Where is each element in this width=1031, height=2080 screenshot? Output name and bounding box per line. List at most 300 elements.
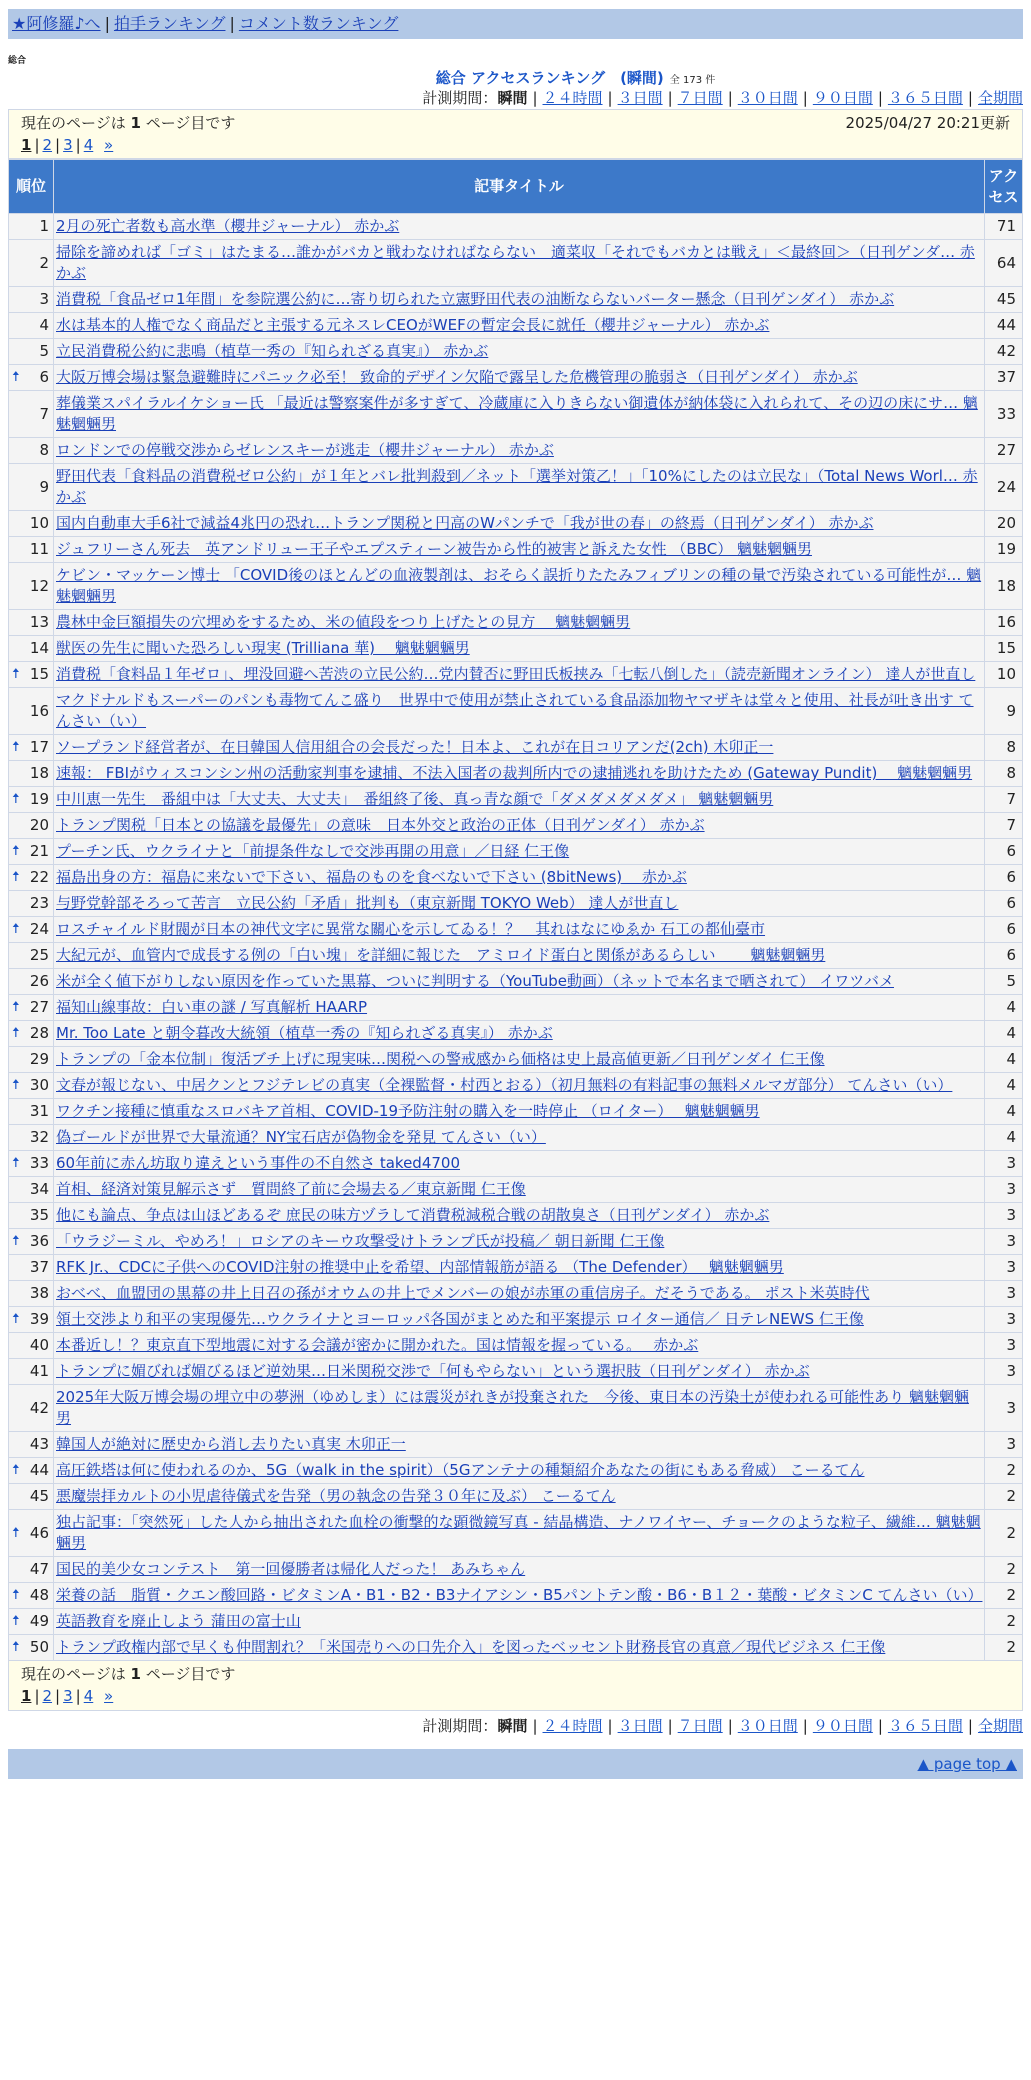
rank-number: 13 [29, 613, 49, 631]
title-cell [54, 511, 985, 537]
pagination: 1 | 2 | 3 | 4 » [21, 136, 114, 154]
rank-up-arrow-icon: 🠅 [12, 1587, 20, 1603]
table-row [9, 563, 1023, 610]
article-title-link[interactable]: 「ウラジーミル、やめろ！」ロシアのキーウ攻撃受けトランプ氏が投稿／ 朝日新聞 仁王像 [56, 1232, 665, 1250]
table-row [9, 995, 1023, 1021]
title-cell [54, 1458, 985, 1484]
title-cell [54, 1484, 985, 1510]
article-title-link[interactable]: 葬儀業スパイラルイケショー氏 「最近は警察案件が多すぎて、冷蔵庫に入りきらない御遺体が納体袋に入れられて、その辺の床にサ… 魑魅魍魎男 [56, 394, 978, 433]
title-cell [54, 287, 985, 313]
title-cell [54, 1177, 985, 1203]
article-title-link[interactable]: 中川恵一先生 番組中は「大丈夫、大丈夫」 番組終了後、真っ青な顔で「ダメダメダメダメ」 魑魅魍魎男 [56, 790, 774, 808]
rank-number: 43 [29, 1435, 49, 1453]
column-header-access: アクセス [985, 160, 1023, 214]
pager-current-text: 現在のページは 1 ページ目です [21, 114, 236, 132]
access-count: 8 [985, 761, 1023, 787]
article-title-link[interactable]: ソープランド経営者が、在日韓国人信用組合の会長だった！日本よ、これが在日コリアンだ(2ch) 木卯正一 [56, 738, 774, 756]
rank-cell [9, 1229, 54, 1255]
rank-cell [9, 1047, 54, 1073]
title-cell [54, 735, 985, 761]
rank-cell [9, 662, 54, 688]
rank-cell [9, 636, 54, 662]
access-count: 64 [985, 240, 1023, 287]
rank-number: 16 [29, 701, 49, 720]
table-row [9, 365, 1023, 391]
rank-up-arrow-icon: 🠅 [12, 1462, 20, 1478]
title-cell [54, 636, 985, 662]
rank-cell [9, 1359, 54, 1385]
page-link-4[interactable]: 4 [83, 136, 94, 154]
title-cell [54, 1281, 985, 1307]
rank-number: 30 [29, 1076, 49, 1094]
title-cell [54, 1333, 985, 1359]
access-count: 37 [985, 365, 1023, 391]
article-title-link[interactable]: 福島出身の方：福島に来ないで下さい、福島のものを食べないで下さい (8bitNews) 赤かぶ [56, 868, 687, 886]
title-cell [54, 1609, 985, 1635]
table-row [9, 1635, 1023, 1661]
period-link-3d[interactable]: ３日間 [617, 1717, 663, 1735]
access-count: 2 [985, 1583, 1023, 1609]
article-title-link[interactable]: 国民的美少女コンテスト 第一回優勝者は帰化人だった！ あみちゃん [56, 1560, 526, 1578]
article-title-link[interactable]: 独占記事：「突然死」した人から抽出された血栓の衝撃的な顕微鏡写真 - 結晶構造、ナノワイヤー、チョークのような粒子、繊維… 魑魅魍魎男 [56, 1513, 981, 1552]
article-title-link[interactable]: RFK Jr.、CDCに子供へのCOVID注射の推奨中止を希望、内部情報筋が語る （The Defender） 魑魅魍魎男 [56, 1258, 784, 1276]
rank-up-arrow-icon: 🠅 [12, 791, 20, 807]
table-row [9, 511, 1023, 537]
pager-current-text: 現在のページは 1 ページ目です [21, 1665, 236, 1683]
rank-number: 6 [39, 368, 49, 386]
article-title-link[interactable]: 農林中金巨額損失の穴埋めをするため、米の値段をつり上げたとの見方 魑魅魍魎男 [56, 613, 631, 631]
access-count: 6 [985, 943, 1023, 969]
pager-bottom [8, 1661, 1023, 1711]
article-title-link[interactable]: ロスチャイルド財閥が日本の神代文字に異常な關心を示してゐる！？ 其れはなにゆゑか 石工の都仙臺市 [56, 920, 766, 938]
title-cell [54, 1385, 985, 1432]
period-link-24h[interactable]: ２４時間 [542, 89, 603, 107]
access-count: 33 [985, 391, 1023, 438]
rank-cell [9, 688, 54, 735]
title-cell [54, 917, 985, 943]
access-count: 3 [985, 1432, 1023, 1458]
rank-number: 28 [29, 1024, 49, 1042]
rank-cell [9, 1021, 54, 1047]
period-selector: 計測期間：瞬間 | ２４時間 | ３日間 | ７日間 | ３０日間 | ９０日間 | ３６５日間 | 全期間 [422, 89, 1023, 107]
access-count: 7 [985, 813, 1023, 839]
access-count: 5 [985, 969, 1023, 995]
rank-number: 5 [39, 342, 49, 360]
article-title-link[interactable]: 本番近し！？東京直下型地震に対する会議が密かに開かれた。国は情報を握っている。 赤かぶ [56, 1336, 699, 1354]
article-title-link[interactable]: 掃除を諦めれば「ゴミ」はたまる…誰かがバカと戦わなければならない 適菜収「それでもバカとは戦え」＜最終回＞（日刊ゲンダ… 赤かぶ [56, 243, 975, 282]
article-title-link[interactable]: ロンドンでの停戦交渉からゼレンスキーが逃走（櫻井ジャーナル） 赤かぶ [56, 441, 554, 459]
page-next-link[interactable]: » [104, 1687, 114, 1705]
article-title-link[interactable]: 高圧鉄塔は何に使われるのか、5G（walk in the spirit）（5Gアンテナの種類紹介あなたの街にもある脅威） こーるてん [56, 1461, 865, 1479]
table-row [9, 313, 1023, 339]
access-count: 6 [985, 917, 1023, 943]
period-link-30d[interactable]: ３０日間 [737, 89, 798, 107]
rank-number: 10 [29, 514, 49, 532]
article-title-link[interactable]: 他にも論点、争点は山ほどあるぞ 庶民の味方ヅラして消費税減税合戦の胡散臭さ（日刊ゲンダイ） 赤かぶ [56, 1206, 770, 1224]
table-row [9, 339, 1023, 365]
rank-up-arrow-icon: 🠅 [12, 1155, 20, 1171]
rank-up-arrow-icon: 🠅 [12, 369, 20, 385]
rank-number: 26 [29, 972, 49, 990]
table-row [9, 943, 1023, 969]
access-count: 24 [985, 464, 1023, 511]
period-link-365d[interactable]: ３６５日間 [887, 89, 963, 107]
access-count: 18 [985, 563, 1023, 610]
rank-cell [9, 943, 54, 969]
table-row [9, 1021, 1023, 1047]
rank-up-arrow-icon: 🠅 [12, 999, 20, 1015]
table-row [9, 1177, 1023, 1203]
rank-cell [9, 1635, 54, 1661]
access-count: 3 [985, 1307, 1023, 1333]
rank-cell [9, 1458, 54, 1484]
rank-cell [9, 839, 54, 865]
title-cell [54, 214, 985, 240]
table-row [9, 636, 1023, 662]
rank-number: 1 [39, 217, 49, 235]
article-title-link[interactable]: 英語教育を廃止しよう 蒲田の富士山 [56, 1612, 301, 1630]
period-link-7d[interactable]: ７日間 [677, 89, 723, 107]
rank-cell [9, 1609, 54, 1635]
access-count: 2 [985, 1557, 1023, 1583]
table-row [9, 1333, 1023, 1359]
access-count: 7 [985, 787, 1023, 813]
period-link-all[interactable]: 全期間 [977, 89, 1023, 107]
table-row [9, 1281, 1023, 1307]
rank-cell [9, 1432, 54, 1458]
article-title-link[interactable]: トランプの「金本位制」復活ブチ上げに現実味…関税への警戒感から価格は史上最高値更新／日刊ゲンダイ 仁王像 [56, 1050, 825, 1068]
title-cell [54, 943, 985, 969]
title-cell [54, 1255, 985, 1281]
rank-number: 14 [29, 639, 49, 657]
title-cell [54, 688, 985, 735]
rank-up-arrow-icon: 🠅 [12, 1524, 20, 1541]
table-row [9, 662, 1023, 688]
title-cell [54, 761, 985, 787]
rank-number: 39 [29, 1310, 49, 1328]
period-current: 瞬間 [497, 89, 528, 107]
access-count: 10 [985, 662, 1023, 688]
period-link-90d[interactable]: ９０日間 [812, 1717, 873, 1735]
article-title-link[interactable]: 2月の死亡者数も高水準（櫻井ジャーナル） 赤かぶ [56, 217, 400, 235]
article-title-link[interactable]: 野田代表「食料品の消費税ゼロ公約」が１年とバレ批判殺到／ネット「選挙対策乙！」「10%にしたのは立民な」（Total News Worl… 赤かぶ [56, 467, 978, 506]
rank-cell [9, 1510, 54, 1557]
rank-number: 2 [39, 253, 49, 272]
rank-number: 24 [29, 920, 49, 938]
rank-cell [9, 1125, 54, 1151]
pagination: 1 | 2 | 3 | 4 » [21, 1687, 114, 1705]
title-cell [54, 1583, 985, 1609]
rank-number: 29 [29, 1050, 49, 1068]
table-row [9, 969, 1023, 995]
article-title-link[interactable]: 偽ゴールドが世界で大量流通？NY宝石店が偽物金を発見 てんさい（い） [56, 1128, 546, 1146]
rank-up-arrow-icon: 🠅 [12, 1233, 20, 1249]
page-current: 1 [21, 136, 32, 154]
rank-cell [9, 969, 54, 995]
rank-cell [9, 1307, 54, 1333]
title-cell [54, 610, 985, 636]
period-link-24h[interactable]: ２４時間 [542, 1717, 603, 1735]
title-cell [54, 438, 985, 464]
title-cell [54, 391, 985, 438]
access-count: 3 [985, 1177, 1023, 1203]
ranking-table [8, 159, 1023, 1661]
table-row [9, 240, 1023, 287]
updated-timestamp: 2025/04/27 20:21更新 [845, 114, 1010, 132]
table-row [9, 865, 1023, 891]
separator: | [104, 14, 110, 33]
rank-cell [9, 313, 54, 339]
access-count: 44 [985, 313, 1023, 339]
article-title-link[interactable]: トランプに媚びれば媚びるほど逆効果…日米関税交渉で「何もやらない」という選択肢（日刊ゲンダイ） 赤かぶ [56, 1362, 810, 1380]
access-count: 4 [985, 1047, 1023, 1073]
table-row [9, 1099, 1023, 1125]
top-link-applause-ranking[interactable]: 拍手ランキング [113, 14, 226, 33]
access-count: 6 [985, 865, 1023, 891]
article-title-link[interactable]: プーチン氏、ウクライナと「前提条件なしで交渉再開の用意」／日経 仁王像 [56, 842, 570, 860]
table-row [9, 287, 1023, 313]
page-top-link[interactable]: ▲ page top ▲ [917, 1755, 1017, 1773]
rank-number: 34 [29, 1180, 49, 1198]
rank-cell [9, 610, 54, 636]
period-link-90d[interactable]: ９０日間 [812, 89, 873, 107]
rank-cell [9, 1583, 54, 1609]
article-title-link[interactable]: ケビン・マッケーン博士 「COVID後のほとんどの血液製剤は、おそらく誤折りたたみフィブリンの種の量で汚染されている可能性が… 魑魅魍魎男 [56, 566, 982, 605]
rank-number: 48 [29, 1586, 49, 1604]
title-cell [54, 1047, 985, 1073]
access-count: 2 [985, 1635, 1023, 1661]
rank-up-arrow-icon: 🠅 [12, 666, 20, 682]
title-cell [54, 865, 985, 891]
rank-up-arrow-icon: 🠅 [12, 739, 20, 755]
access-count: 3 [985, 1359, 1023, 1385]
access-count: 4 [985, 1125, 1023, 1151]
access-count: 71 [985, 214, 1023, 240]
rank-number: 32 [29, 1128, 49, 1146]
table-row [9, 1557, 1023, 1583]
article-title-link[interactable]: トランプ政権内部で早くも仲間割れ？「米国売りへの口先介入」を図ったベッセント財務長官の真意／現代ビジネス 仁王像 [56, 1638, 886, 1656]
rank-cell [9, 1484, 54, 1510]
article-title-link[interactable]: 大紀元が、血管内で成長する例の「白い塊」を詳細に報じた アミロイド蛋白と関係があるらしい 魑魅魍魎男 [56, 946, 826, 964]
title-cell [54, 313, 985, 339]
title-cell [54, 1073, 985, 1099]
access-count: 15 [985, 636, 1023, 662]
article-title-link[interactable]: 消費税「食料品１年ゼロ」、埋没回避へ苦渋の立民公約…党内賛否に野田氏板挟み「七転八倒した」（読売新聞オンライン） 達人が世直し [56, 665, 976, 683]
rank-number: 44 [29, 1461, 49, 1479]
page-link-2[interactable]: 2 [42, 136, 53, 154]
rank-cell [9, 1203, 54, 1229]
rank-number: 9 [39, 477, 49, 496]
separator: | [229, 14, 235, 33]
rank-cell [9, 917, 54, 943]
rank-number: 15 [29, 665, 49, 683]
table-row [9, 464, 1023, 511]
access-count: 2 [985, 1458, 1023, 1484]
article-title-link[interactable]: 韓国人が絶対に歴史から消し去りたい真実 木卯正一 [56, 1435, 406, 1453]
rank-cell [9, 287, 54, 313]
rank-cell [9, 995, 54, 1021]
item-count: 全 173 件 [669, 75, 716, 86]
rank-cell [9, 735, 54, 761]
table-row [9, 1510, 1023, 1557]
rank-cell [9, 1177, 54, 1203]
rank-number: 33 [29, 1154, 49, 1172]
table-row [9, 391, 1023, 438]
access-count: 4 [985, 1099, 1023, 1125]
rank-number: 38 [29, 1284, 49, 1302]
period-selector-bottom: 計測期間：瞬間 | ２４時間 | ３日間 | ７日間 | ３０日間 | ９０日間 | ３６５日間 | 全期間 [422, 1717, 1023, 1735]
article-title-link[interactable]: マクドナルドもスーパーのパンも毒物てんこ盛り 世界中で使用が禁止されている食品添加物ヤマザキは堂々と使用、社長が吐き出す てんさい（い） [56, 691, 974, 730]
pager-top [8, 109, 1023, 159]
rank-cell [9, 511, 54, 537]
title-cell [54, 240, 985, 287]
table-row [9, 787, 1023, 813]
rank-number: 25 [29, 946, 49, 964]
rank-number: 47 [29, 1560, 49, 1578]
title-cell [54, 1125, 985, 1151]
rank-up-arrow-icon: 🠅 [12, 843, 20, 859]
table-row [9, 1229, 1023, 1255]
rank-cell [9, 1281, 54, 1307]
title-cell [54, 365, 985, 391]
table-row [9, 537, 1023, 563]
rank-cell [9, 537, 54, 563]
access-count: 3 [985, 1281, 1023, 1307]
title-cell [54, 1151, 985, 1177]
article-title-link[interactable]: 速報： FBIがウィスコンシン州の活動家判事を逮捕、不法入国者の裁判所内での逮捕逃れを助けたため (Gateway Pundit) 魑魅魍魎男 [56, 764, 973, 782]
top-link-asyura[interactable]: ★阿修羅♪へ [12, 14, 101, 33]
rank-up-arrow-icon: 🠅 [12, 1613, 20, 1629]
page-link-3[interactable]: 3 [63, 1687, 73, 1705]
article-title-link[interactable]: 米が全く値下がりしない原因を作っていた黒幕、ついに判明する（YouTube動画）（ネットで本名まで晒されて） イワツバメ [56, 972, 894, 990]
article-title-link[interactable]: おべべ、血盟団の黒幕の井上日召の孫がオウムの井上でメンバーの娘が赤軍の重信房子。だそうである。 ポスト米英時代 [56, 1284, 870, 1302]
rank-number: 40 [29, 1336, 49, 1354]
bottom-bar [8, 1749, 1023, 1779]
title-cell [54, 813, 985, 839]
access-count: 20 [985, 511, 1023, 537]
title-cell [54, 839, 985, 865]
top-link-comment-ranking[interactable]: コメント数ランキング [238, 14, 399, 33]
period-link-all[interactable]: 全期間 [977, 1717, 1023, 1735]
table-row [9, 1151, 1023, 1177]
access-count: 9 [985, 688, 1023, 735]
table-row [9, 1484, 1023, 1510]
page-link-3[interactable]: 3 [63, 136, 73, 154]
rank-number: 36 [29, 1232, 49, 1250]
article-title-link[interactable]: 水は基本的人権でなく商品だと主張する元ネスレCEOがWEFの暫定会長に就任（櫻井ジャーナル） 赤かぶ [56, 316, 770, 334]
title-cell [54, 787, 985, 813]
rank-number: 21 [29, 842, 49, 860]
rank-cell [9, 339, 54, 365]
rank-up-arrow-icon: 🠅 [12, 921, 20, 937]
rank-up-arrow-icon: 🠅 [12, 1025, 20, 1041]
article-title-link[interactable]: 栄養の話 脂質・クエン酸回路・ビタミンA・B1・B2・B3ナイアシン・B5パントテン酸・B6・B１２・葉酸・ビタミンC てんさい（い） [56, 1586, 983, 1604]
period-link-365d[interactable]: ３６５日間 [887, 1717, 963, 1735]
rank-cell [9, 1333, 54, 1359]
rank-cell [9, 1557, 54, 1583]
rank-cell [9, 813, 54, 839]
access-count: 27 [985, 438, 1023, 464]
rank-number: 19 [29, 790, 49, 808]
rank-cell [9, 865, 54, 891]
article-title-link[interactable]: 福知山線事故：白い車の謎 / 写真解析 HAARP [56, 998, 368, 1016]
access-count: 42 [985, 339, 1023, 365]
page-link-2[interactable]: 2 [42, 1687, 53, 1705]
title-cell [54, 1432, 985, 1458]
top-nav-bar [8, 9, 1023, 39]
page-link-4[interactable]: 4 [83, 1687, 94, 1705]
table-row [9, 891, 1023, 917]
access-count: 2 [985, 1484, 1023, 1510]
article-title-link[interactable]: 2025年大阪万博会場の埋立中の夢洲（ゆめしま）には震災がれきが投棄された 今後、東日本の汚染土が使われる可能性あり 魑魅魍魎男 [56, 1388, 969, 1427]
article-title-link[interactable]: 与野党幹部そろって苦言 立民公約「矛盾」批判も（東京新聞 TOKYO Web） 達人が世直し [56, 894, 679, 912]
table-row [9, 917, 1023, 943]
article-title-link[interactable]: 領土交渉より和平の実現優先…ウクライナとヨーロッパ各国がまとめた和平案提示 ロイター通信／ 日テレNEWS 仁王像 [56, 1310, 864, 1328]
access-count: 3 [985, 1255, 1023, 1281]
title-cell [54, 537, 985, 563]
access-count: 4 [985, 995, 1023, 1021]
article-title-link[interactable]: 国内自動車大手6社で減益4兆円の恐れ…トランプ関税と円高のWパンチで「我が世の春」の終焉（日刊ゲンダイ） 赤かぶ [56, 514, 874, 532]
table-row [9, 214, 1023, 240]
article-title-link[interactable]: 文春が報じない、中居クンとフジテレビの真実（全裸監督・村西とおる）（初月無料の有料記事の無料メルマガ部分） てんさい（い） [56, 1076, 953, 1094]
rank-number: 11 [29, 540, 49, 558]
rank-cell [9, 365, 54, 391]
title-cell [54, 1229, 985, 1255]
article-title-link[interactable]: 悪魔崇拝カルトの小児虐待儀式を告発（男の執念の告発３０年に及ぶ） こーるてん [56, 1487, 616, 1505]
access-count: 16 [985, 610, 1023, 636]
rank-number: 22 [29, 868, 49, 886]
period-link-30d[interactable]: ３０日間 [737, 1717, 798, 1735]
rank-number: 45 [29, 1487, 49, 1505]
article-title-link[interactable]: Mr. Too Late と朝令暮改大統領（植草一秀の『知られざる真実』） 赤かぶ [56, 1024, 553, 1042]
title-cell [54, 1021, 985, 1047]
table-row [9, 610, 1023, 636]
rank-up-arrow-icon: 🠅 [12, 1639, 20, 1655]
access-count: 8 [985, 735, 1023, 761]
article-title-link[interactable]: ワクチン接種に慎重なスロバキア首相、COVID-19予防注射の購入を一時停止 （ロイター） 魑魅魍魎男 [56, 1102, 760, 1120]
article-title-link[interactable]: 獣医の先生に聞いた恐ろしい現実 (Trilliana 華) 魑魅魍魎男 [56, 639, 470, 657]
title-cell [54, 1099, 985, 1125]
rank-cell [9, 1073, 54, 1099]
rank-cell [9, 438, 54, 464]
rank-cell [9, 464, 54, 511]
title-cell [54, 995, 985, 1021]
rank-number: 8 [39, 441, 49, 459]
article-title-link[interactable]: 首相、経済対策見解示さず 質問終了前に会場去る／東京新聞 仁王像 [56, 1180, 526, 1198]
article-title-link[interactable]: 大阪万博会場は緊急避難時にパニック必至！ 致命的デザイン欠陥で露呈した危機管理の脆弱さ（日刊ゲンダイ） 赤かぶ [56, 368, 858, 386]
period-link-7d[interactable]: ７日間 [677, 1717, 723, 1735]
article-title-link[interactable]: 60年前に赤ん坊取り違えという事件の不自然さ taked4700 [56, 1154, 461, 1172]
period-link-3d[interactable]: ３日間 [617, 89, 663, 107]
access-count: 3 [985, 1151, 1023, 1177]
page-next-link[interactable]: » [104, 136, 114, 154]
article-title-link[interactable]: 立民消費税公約に悲鳴（植草一秀の『知られざる真実』） 赤かぶ [56, 342, 489, 360]
table-row [9, 688, 1023, 735]
rank-number: 3 [39, 290, 49, 308]
article-title-link[interactable]: ジュフリーさん死去 英アンドリュー王子やエプスティーン被告から性的被害と訴えた女性 （BBC） 魑魅魍魎男 [56, 540, 812, 558]
access-count: 4 [985, 1021, 1023, 1047]
article-title-link[interactable]: 消費税「食品ゼロ1年間」を参院選公約に…寄り切られた立憲野田代表の油断ならないバーター懸念（日刊ゲンダイ） 赤かぶ [56, 290, 895, 308]
table-row [9, 813, 1023, 839]
table-row [9, 1073, 1023, 1099]
title-cell [54, 1510, 985, 1557]
access-count: 3 [985, 1203, 1023, 1229]
rank-number: 35 [29, 1206, 49, 1224]
rank-cell [9, 891, 54, 917]
article-title-link[interactable]: トランプ関税「日本との協議を最優先」の意味 日本外交と政治の正体（日刊ゲンダイ） 赤かぶ [56, 816, 705, 834]
title-cell [54, 339, 985, 365]
rank-number: 20 [29, 816, 49, 834]
